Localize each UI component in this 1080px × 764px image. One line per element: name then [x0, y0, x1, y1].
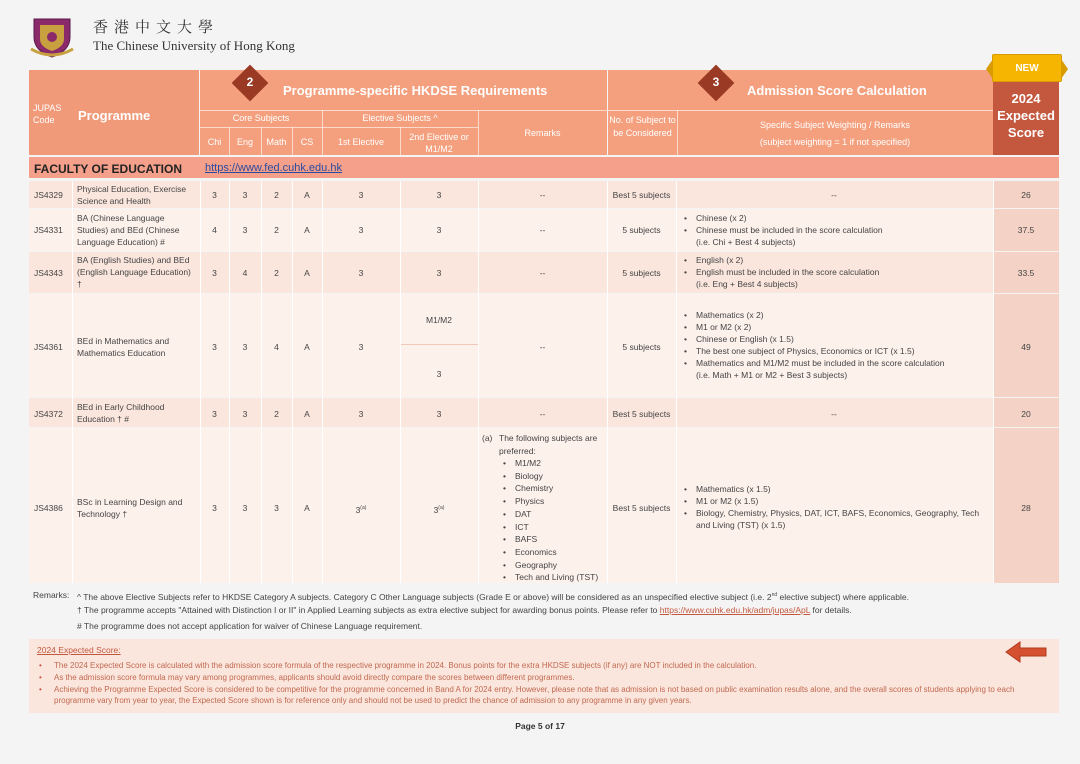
eng-value: 3	[242, 225, 248, 235]
cs-value: A	[304, 268, 310, 278]
expected-score-notes-list	[37, 660, 1052, 707]
elective-1-value: 3	[358, 409, 364, 419]
eng-value: 3	[242, 503, 248, 513]
eng-value: 3	[242, 190, 248, 200]
remark-3: # The programme does not accept application for waiver of Chinese Language requirement.	[77, 621, 423, 631]
remark-2	[77, 603, 1037, 618]
weighting-item: • Chinese (x 2)	[680, 212, 990, 224]
table-row	[29, 209, 1059, 251]
faculty-name: FACULTY OF EDUCATION	[34, 162, 182, 176]
chi-value: 3	[212, 342, 217, 352]
cs-value: A	[304, 503, 310, 513]
remark-1-text: ^ The above Elective Subjects refer to HKDSE Category A subjects. Category C Other Language subjects (Grade E or above) will be considered as an unspecified elective subject (i.e. 2	[77, 591, 772, 602]
university-name	[93, 18, 295, 54]
elective-2-footnote: (a)	[438, 505, 445, 511]
weighting-item: • M1 or M2 (x 1.5)	[680, 495, 990, 507]
first-elective-label: 1st Elective	[337, 137, 385, 147]
weighting-item: • English (x 2)	[680, 254, 990, 266]
expected-score-notes-title: 2024 Expected Score:	[37, 645, 121, 655]
table-row	[29, 294, 1059, 397]
remarks-value: --	[539, 225, 546, 235]
elective-2-value: 3	[436, 268, 442, 278]
remarks-value: --	[539, 268, 546, 278]
preferred-subject-item: • Economics	[499, 546, 607, 559]
column-divider	[676, 181, 677, 583]
weighting-item: • Biology, Chemistry, Physics, DAT, ICT, BAFS, Economics, Geography, Tech and Living (TST) (x 1.5)	[680, 507, 990, 531]
no-subject-label: No. of Subject to be Considered	[609, 115, 676, 138]
programme-name: Physical Education, Exercise Science and Health	[77, 184, 187, 206]
math-value: 4	[274, 342, 279, 352]
elective-2-number: 3	[433, 504, 439, 515]
subjects-considered: 5 subjects	[622, 342, 661, 352]
note-item: • As the admission score formula may vary among programmes, applicants should avoid directly compare the scores between different programmes.	[37, 672, 1052, 683]
preferred-subject-item: • Biology	[499, 470, 607, 483]
subjects-considered: Best 5 subjects	[612, 503, 671, 513]
programme-name: BSc in Learning Design and Technology †	[77, 497, 183, 519]
cuhk-crest-icon	[30, 13, 74, 59]
preferred-subject-item: • M1/M2	[499, 457, 607, 470]
note-item: • Achieving the Programme Expected Score is considered to be competitive for the programme concerned in Band A for 2024 entry. However, please note that as admission is not based on public examination results alone, and the overall scores of students applying to each programme vary from year to year, the Expected Score shown is for reference only and should not be used to predict the chance of admission to any programme in any given years.	[37, 684, 1052, 706]
programme-name: BA (English Studies) and BEd (English Language Education) †	[77, 255, 191, 289]
remark-2-text: † The programme accepts "Attained with Distinction I or II" in Applied Learning subjects as extra elective subject for awarding bonus points. Please refer to	[77, 605, 660, 615]
elective-subjects-label: Elective Subjects ^	[362, 113, 438, 123]
preferred-subject-item: • Chemistry	[499, 482, 607, 495]
remark-1-superscript: nd	[771, 592, 778, 598]
apl-link[interactable]: https://www.cuhk.edu.hk/adm/jupas/ApL	[659, 605, 811, 615]
subjects-considered: 5 subjects	[622, 225, 661, 235]
subjects-considered: 5 subjects	[622, 268, 661, 278]
remarks-heading: The following subjects are preferred:	[499, 433, 598, 456]
math-value: 2	[274, 409, 279, 419]
eng-value: 3	[242, 409, 248, 419]
elective-1-value	[322, 502, 400, 516]
weighting-label: Specific Subject Weighting / Remarks	[760, 120, 910, 130]
section-3-number: 3	[712, 75, 720, 89]
column-divider	[993, 181, 994, 583]
faculty-row	[29, 157, 1059, 178]
expected-score-notes	[29, 639, 1059, 713]
page-number: Page 5 of 17	[515, 721, 565, 731]
table-row	[29, 398, 1059, 427]
header-programme	[72, 70, 199, 155]
column-divider	[229, 181, 230, 583]
weighting-item: • M1 or M2 (x 2)	[680, 321, 990, 333]
column-divider	[400, 181, 401, 583]
jupas-code: JS4361	[34, 342, 63, 352]
chi-value: 3	[212, 190, 217, 200]
jupas-code: JS4329	[34, 190, 63, 200]
weighting-note: (i.e. Eng + Best 4 subjects)	[696, 279, 798, 289]
weighting-item: • Chinese must be included in the score calculation	[680, 224, 990, 236]
note-item: • The 2024 Expected Score is calculated with the admission score formula of the respective programme in 2024. Bonus points for the extra HKDSE subjects (if any) are NOT included in the calculation.	[37, 660, 1052, 671]
cs-label: CS	[300, 137, 314, 147]
chi-value: 3	[212, 268, 217, 278]
elective-1-value: 3	[358, 190, 364, 200]
column-divider	[478, 181, 479, 583]
programme-name: BEd in Early Childhood Education † #	[77, 402, 165, 424]
remark-2-text-end: for details.	[810, 605, 852, 615]
column-divider	[72, 181, 73, 583]
table-row	[29, 181, 1059, 208]
weighting-item: • Mathematics (x 2)	[680, 309, 990, 321]
back-arrow-icon[interactable]	[1004, 640, 1048, 664]
weighting-item: • Chinese or English (x 1.5)	[680, 333, 990, 345]
remark-1-text-end: elective subject) where applicable.	[777, 591, 909, 602]
elective-2-value	[400, 502, 478, 516]
expected-score: 28	[1021, 503, 1031, 513]
preferred-subject-item: • Physics	[499, 495, 607, 508]
table-row	[29, 252, 1059, 293]
table-row	[29, 428, 1059, 583]
weighting-item: • English must be included in the score calculation	[680, 266, 990, 278]
column-divider	[261, 181, 262, 583]
subjects-considered: Best 5 subjects	[612, 409, 671, 419]
jupas-code: JS4372	[34, 409, 63, 419]
preferred-subject-item: • Tech and Living (TST)	[499, 571, 607, 584]
cs-value: A	[304, 409, 310, 419]
weighting-sub-label: (subject weighting = 1 if not specified)	[759, 137, 911, 147]
weighting-list	[680, 483, 990, 531]
weighting-item: • Mathematics (x 1.5)	[680, 483, 990, 495]
chi-label: Chi	[207, 137, 222, 147]
faculty-link[interactable]: https://www.fed.cuhk.edu.hk	[205, 162, 342, 174]
remarks-footnote-marker: (a)	[482, 433, 493, 443]
elective-2-option-a: M1/M2	[426, 315, 452, 325]
weighting-list	[680, 254, 990, 278]
expected-score: 49	[1021, 342, 1031, 352]
chi-value: 4	[212, 225, 217, 235]
column-divider	[292, 181, 293, 583]
remarks-value: --	[539, 190, 546, 200]
cs-value: A	[304, 225, 310, 235]
column-divider	[200, 181, 201, 583]
eng-value: 3	[242, 342, 248, 352]
section-3-title: Admission Score Calculation	[747, 83, 927, 98]
section-2-title: Programme-specific HKDSE Requirements	[283, 83, 548, 98]
math-label: Math	[266, 137, 287, 147]
remarks-value: --	[539, 342, 546, 352]
weighting-value: --	[831, 409, 837, 419]
jupas-code: JS4386	[34, 503, 63, 513]
subjects-considered: Best 5 subjects	[612, 190, 671, 200]
expected-score-label: 2024 Expected Score	[997, 91, 1055, 140]
cs-value: A	[304, 342, 310, 352]
column-divider	[322, 181, 323, 583]
elective-2-value: 3	[436, 409, 442, 419]
university-name-cn: 香港中文大學	[93, 18, 220, 36]
column-divider	[607, 181, 608, 583]
expected-score: 26	[1021, 190, 1031, 200]
header-jupas-code	[29, 70, 72, 155]
preferred-subjects-list	[499, 457, 607, 584]
weighting-list	[680, 309, 990, 369]
expected-score: 33.5	[1017, 268, 1035, 278]
section-2-number: 2	[246, 75, 254, 89]
elective-2-value: 3	[436, 225, 442, 235]
expected-score: 37.5	[1017, 225, 1035, 235]
math-value: 2	[274, 225, 279, 235]
elective-1-value: 3	[358, 268, 364, 278]
jupas-code-label: JUPAS Code	[33, 103, 62, 125]
weighting-note: (i.e. Chi + Best 4 subjects)	[696, 237, 796, 247]
chi-value: 3	[212, 409, 217, 419]
elective-1-footnote: (a)	[360, 505, 367, 511]
elective-2-option-b: 3	[436, 369, 442, 379]
weighting-list	[680, 212, 990, 236]
preferred-subject-item: • DAT	[499, 508, 607, 521]
jupas-code: JS4343	[34, 268, 63, 278]
programme-label: Programme	[78, 108, 151, 123]
elective-1-number: 3	[355, 504, 361, 515]
weighting-item: • The best one subject of Physics, Economics or ICT (x 1.5)	[680, 345, 990, 357]
elective-2-value: 3	[436, 190, 442, 200]
elective-1-value: 3	[358, 342, 364, 352]
core-subjects-label: Core Subjects	[232, 113, 290, 123]
preferred-subject-item: • BAFS	[499, 533, 607, 546]
header-expected-score	[993, 80, 1059, 155]
expected-score: 20	[1021, 409, 1031, 419]
remarks-label: Remarks	[524, 128, 561, 138]
eng-label: Eng	[236, 137, 253, 147]
programme-name: BA (Chinese Language Studies) and BEd (Chinese Language Education) #	[77, 213, 180, 247]
second-elective-label: 2nd Elective or M1/M2	[409, 132, 469, 154]
cs-value: A	[304, 190, 310, 200]
elective-1-value: 3	[358, 225, 364, 235]
remarks-heading: Remarks:	[33, 590, 70, 600]
weighting-item: • Mathematics and M1/M2 must be included in the score calculation	[680, 357, 990, 369]
math-value: 2	[274, 268, 279, 278]
chi-value: 3	[212, 503, 217, 513]
math-value: 2	[274, 190, 279, 200]
programme-name: BEd in Mathematics and Mathematics Education	[77, 336, 170, 358]
eng-value: 4	[242, 268, 248, 278]
math-value: 3	[274, 503, 279, 513]
new-badge: NEW	[992, 54, 1062, 82]
weighting-value: --	[831, 190, 837, 200]
remarks-value: --	[539, 409, 546, 419]
jupas-code: JS4331	[34, 225, 63, 235]
weighting-note: (i.e. Math + M1 or M2 + Best 3 subjects)	[696, 370, 848, 380]
preferred-subject-item: • ICT	[499, 521, 607, 534]
preferred-subject-item: • Geography	[499, 559, 607, 572]
university-name-en: The Chinese University of Hong Kong	[93, 38, 295, 53]
